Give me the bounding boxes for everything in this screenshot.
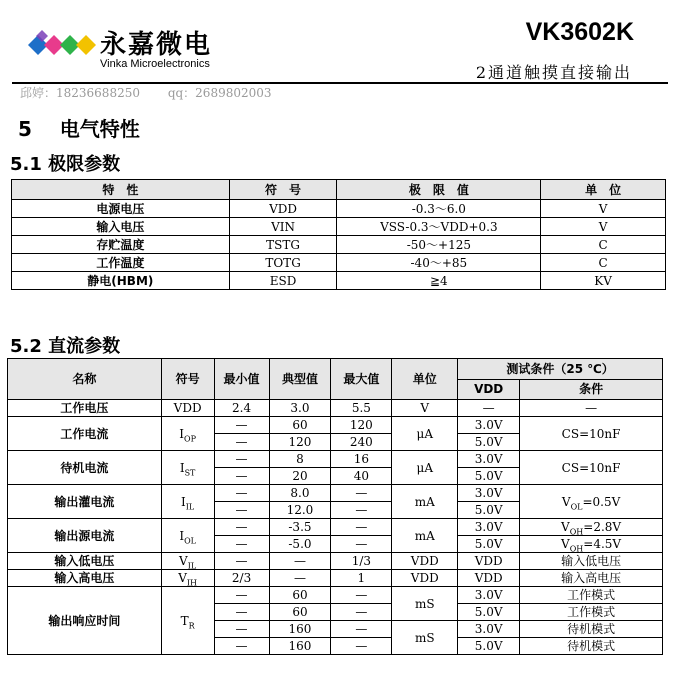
cell-max: 40: [331, 468, 392, 485]
cell-max: 1/3: [331, 553, 392, 570]
cell-unit: mA: [392, 485, 458, 519]
cell-condition: 输入低电压: [520, 553, 663, 570]
cell-typ: 8: [269, 451, 331, 468]
cell-condition: 工作模式: [520, 604, 663, 621]
symbol-sub: ST: [184, 467, 196, 477]
symbol-main: I: [179, 426, 185, 441]
cell-name: 电源电压: [12, 200, 230, 218]
cell-typ: 120: [269, 434, 331, 451]
dc-parameters-table: [7, 358, 663, 655]
cell-symbol: VDD: [161, 400, 214, 417]
cell-min: 2/3: [214, 570, 269, 587]
cell-name: 输入低电压: [8, 553, 162, 570]
cell-min: —: [214, 502, 269, 519]
cell-min: —: [214, 519, 269, 536]
table-row: [12, 254, 666, 272]
cell-symbol: VIN: [229, 218, 337, 236]
table-row: [12, 200, 666, 218]
cell-symbol: VDD: [229, 200, 337, 218]
cell-unit: μA: [392, 451, 458, 485]
cell-symbol: [161, 570, 214, 587]
cell-value: -40～+85: [337, 254, 541, 272]
header-condition: 条件: [520, 379, 663, 400]
cell-condition: —: [520, 400, 663, 417]
cell-value: -0.3～6.0: [337, 200, 541, 218]
cell-condition: [520, 519, 663, 536]
cell-symbol: ESD: [229, 272, 337, 290]
cell-typ: 160: [269, 621, 331, 638]
header-name: 名称: [8, 359, 162, 400]
absolute-max-table: [11, 179, 666, 290]
cell-max: —: [331, 587, 392, 604]
brand-name-cn: 永嘉微电: [100, 30, 213, 60]
cell-name: 输出灌电流: [8, 485, 162, 519]
cell-unit: μA: [392, 417, 458, 451]
header-unit: 单 位: [541, 180, 666, 200]
cond-v: V: [561, 520, 570, 534]
section-52-heading: 5.2 直流参数: [10, 336, 121, 357]
cell-symbol: [161, 451, 214, 485]
header-characteristic: 特 性: [12, 180, 230, 200]
cell-typ: 60: [269, 417, 331, 434]
cell-vdd: 3.0V: [458, 621, 520, 638]
table-header-row: [8, 359, 663, 380]
cell-name: 工作温度: [12, 254, 230, 272]
cell-unit: VDD: [392, 553, 458, 570]
cell-name: 输出响应时间: [8, 587, 162, 655]
contact-qq: qq：2689802003: [167, 86, 272, 100]
section-5-heading: [18, 113, 140, 142]
cell-typ: 60: [269, 587, 331, 604]
cell-name: 待机电流: [8, 451, 162, 485]
cell-symbol: [161, 553, 214, 570]
symbol-main: T: [180, 613, 189, 628]
cell-min: —: [214, 638, 269, 655]
brand-name-en: Vinka Microelectronics: [100, 58, 210, 70]
cell-max: —: [331, 502, 392, 519]
cell-typ: -5.0: [269, 536, 331, 553]
cell-max: 1: [331, 570, 392, 587]
cell-symbol: TOTG: [229, 254, 337, 272]
symbol-main: I: [179, 528, 185, 543]
symbol-sub: R: [188, 620, 195, 630]
cell-vdd: 5.0V: [458, 638, 520, 655]
cell-typ: —: [269, 553, 331, 570]
cell-vdd: 3.0V: [458, 417, 520, 434]
cell-name: 静电(HBM): [12, 272, 230, 290]
header-symbol: 符号: [161, 359, 214, 400]
cell-vdd: 5.0V: [458, 502, 520, 519]
cell-max: 5.5: [331, 400, 392, 417]
cell-vdd: 5.0V: [458, 604, 520, 621]
cell-condition: 待机模式: [520, 621, 663, 638]
cell-max: —: [331, 519, 392, 536]
cell-vdd: VDD: [458, 553, 520, 570]
cell-min: —: [214, 553, 269, 570]
cell-min: —: [214, 587, 269, 604]
vinka-logo-icon: [14, 24, 104, 66]
table-header-row: [12, 180, 666, 200]
contact-info: [20, 84, 296, 101]
cell-value: VSS-0.3～VDD+0.3: [337, 218, 541, 236]
cell-vdd: VDD: [458, 570, 520, 587]
cond-sub: OL: [570, 501, 583, 511]
cell-min: 2.4: [214, 400, 269, 417]
header-typ: 典型值: [269, 359, 331, 400]
cell-unit: VDD: [392, 570, 458, 587]
cell-min: —: [214, 451, 269, 468]
symbol-main: V: [179, 554, 188, 568]
cell-vdd: 3.0V: [458, 485, 520, 502]
cell-max: —: [331, 536, 392, 553]
cell-vdd: 3.0V: [458, 451, 520, 468]
cell-vdd: 5.0V: [458, 434, 520, 451]
table-row: [12, 272, 666, 290]
cond-value: =2.8V: [583, 520, 622, 534]
cell-symbol: [161, 417, 214, 451]
cell-min: —: [214, 485, 269, 502]
cell-symbol: [161, 519, 214, 553]
cell-min: —: [214, 604, 269, 621]
cell-max: 120: [331, 417, 392, 434]
cell-vdd: 5.0V: [458, 468, 520, 485]
cell-name: 输入电压: [12, 218, 230, 236]
cell-condition: 待机模式: [520, 638, 663, 655]
cell-max: 16: [331, 451, 392, 468]
cell-unit: mA: [392, 519, 458, 553]
symbol-main: I: [179, 460, 185, 475]
symbol-sub: OP: [184, 433, 196, 443]
cell-min: —: [214, 434, 269, 451]
cond-sub: OH: [569, 544, 584, 554]
cell-unit: V: [541, 218, 666, 236]
cell-unit: V: [392, 400, 458, 417]
cond-v: V: [561, 494, 571, 509]
cell-typ: —: [269, 570, 331, 587]
cell-max: —: [331, 485, 392, 502]
cell-name: 工作电压: [8, 400, 162, 417]
cell-condition: 工作模式: [520, 587, 663, 604]
cell-typ: 12.0: [269, 502, 331, 519]
cell-condition: [520, 536, 663, 553]
cell-name: 输出源电流: [8, 519, 162, 553]
cell-condition: [520, 485, 663, 519]
cell-max: 240: [331, 434, 392, 451]
cell-condition: CS=10nF: [520, 417, 663, 451]
symbol-main: I: [181, 494, 186, 509]
table-row: [8, 400, 663, 417]
header-vdd: VDD: [458, 379, 520, 400]
table-row: [12, 218, 666, 236]
header-unit: 单位: [392, 359, 458, 400]
cell-condition: 输入高电压: [520, 570, 663, 587]
cell-unit: KV: [541, 272, 666, 290]
cell-typ: 20: [269, 468, 331, 485]
cell-max: —: [331, 638, 392, 655]
cell-name: 工作电流: [8, 417, 162, 451]
cell-min: —: [214, 468, 269, 485]
cell-min: —: [214, 417, 269, 434]
cond-v: V: [561, 537, 570, 551]
cell-max: —: [331, 604, 392, 621]
cell-symbol: [161, 587, 214, 655]
cell-typ: 160: [269, 638, 331, 655]
header-max: 最大值: [331, 359, 392, 400]
cell-max: —: [331, 621, 392, 638]
cell-typ: 8.0: [269, 485, 331, 502]
cell-name: 输入高电压: [8, 570, 162, 587]
cell-unit: V: [541, 200, 666, 218]
cond-sub: OH: [569, 527, 584, 537]
table-row: [12, 236, 666, 254]
table-row: [8, 587, 663, 604]
symbol-sub: IL: [185, 501, 195, 511]
cell-min: —: [214, 621, 269, 638]
table-row: [8, 485, 663, 502]
cell-name: 存贮温度: [12, 236, 230, 254]
cell-vdd: 5.0V: [458, 536, 520, 553]
cell-vdd: 3.0V: [458, 587, 520, 604]
header-test-conditions: 测试条件（25 ℃）: [458, 359, 663, 380]
symbol-sub: OL: [184, 535, 196, 545]
document-subtitle: 2通道触摸直接输出: [475, 63, 632, 82]
contact-phone: 邱婷：18236688250: [20, 86, 140, 100]
cell-typ: -3.5: [269, 519, 331, 536]
table-row: [8, 417, 663, 434]
cond-value: =0.5V: [582, 494, 621, 509]
cell-symbol: TSTG: [229, 236, 337, 254]
cell-unit: mS: [392, 587, 458, 621]
table-row: [8, 570, 663, 587]
section-51-heading: 5.1 极限参数: [10, 154, 121, 175]
symbol-sub: IH: [186, 578, 198, 588]
cell-value: -50～+125: [337, 236, 541, 254]
symbol-main: V: [178, 571, 187, 585]
header-limit: 极 限 值: [337, 180, 541, 200]
cell-vdd: —: [458, 400, 520, 417]
cell-unit: C: [541, 236, 666, 254]
cell-min: —: [214, 536, 269, 553]
section-5-title: 电气特性: [59, 117, 140, 141]
part-number: VK3602K: [525, 18, 634, 46]
header-symbol: 符 号: [229, 180, 337, 200]
cell-symbol: [161, 485, 214, 519]
header-min: 最小值: [214, 359, 269, 400]
cell-typ: 60: [269, 604, 331, 621]
section-5-number: 5: [18, 117, 32, 141]
table-row: [8, 451, 663, 468]
table-row: [8, 553, 663, 570]
cell-value: ≧4: [337, 272, 541, 290]
cell-unit: mS: [392, 621, 458, 655]
cell-vdd: 3.0V: [458, 519, 520, 536]
cond-value: =4.5V: [583, 537, 622, 551]
table-row: [8, 519, 663, 536]
cell-typ: 3.0: [269, 400, 331, 417]
symbol-sub: IL: [187, 561, 197, 571]
cell-unit: C: [541, 254, 666, 272]
cell-condition: CS=10nF: [520, 451, 663, 485]
